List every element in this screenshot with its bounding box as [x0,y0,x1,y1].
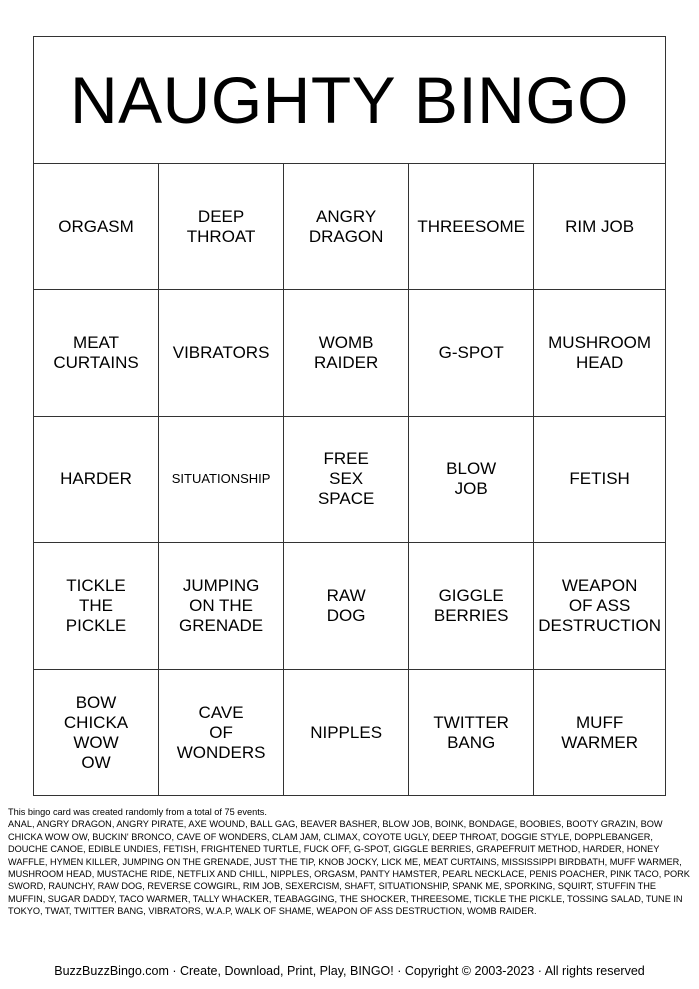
bingo-cell: FETISH [534,417,665,543]
bingo-cell: JUMPING ON THE GRENADE [159,543,284,669]
bingo-cell: G-SPOT [409,290,534,416]
bingo-cell: MUSHROOM HEAD [534,290,665,416]
bingo-cell: BOW CHICKA WOW OW [34,670,159,796]
bingo-cell: TWITTER BANG [409,670,534,796]
event-list-description [8,806,692,918]
bingo-cell: NIPPLES [284,670,409,796]
description-intro: This bingo card was created randomly from a total of 75 events. [8,807,267,817]
bingo-cell: MUFF WARMER [561,712,639,752]
bingo-cell: RAW DOG [284,543,409,669]
bingo-cell: MEAT CURTAINS [34,290,159,416]
bingo-grid [34,164,665,796]
bingo-cell: DEEP THROAT [159,164,284,290]
bingo-cell: ORGASM [34,164,159,290]
bingo-cell: CAVE OF WONDERS [159,670,284,796]
footer-copyright: BuzzBuzzBingo.com · Create, Download, Print, Play, BINGO! · Copyright © 2003-2023 · All rights reserved [54,964,645,978]
bingo-cell: BLOW JOB [409,417,534,543]
bingo-cell: RIM JOB [534,164,665,290]
card-title: NAUGHTY BINGO [34,37,665,164]
free-space-cell: FREE SEX SPACE [284,417,409,543]
bingo-cell: TICKLE THE PICKLE [34,543,159,669]
bingo-card [33,36,666,796]
bingo-cell: SITUATIONSHIP [159,417,284,543]
bingo-cell: ANGRY DRAGON [284,164,409,290]
bingo-cell: HARDER [34,417,159,543]
bingo-cell: GIGGLE BERRIES [409,543,534,669]
bingo-cell: WOMB RAIDER [284,290,409,416]
event-list: ANAL, ANGRY DRAGON, ANGRY PIRATE, AXE WOUND, BALL GAG, BEAVER BASHER, BLOW JOB, BOINK, BONDAGE, BOOBIES, BOOTY GRAZIN, BOW CHICKA WOW OW, BUCKIN' BRONCO, CAVE OF WONDERS, CLAM JAM, CLIMAX, COYOTE UGLY, DEEP THROAT, DOGGIE STYLE, DOPPLEBANGER, DOUCHE CANOE, EDIBLE UNDIES, FETISH, FRIGHTENED TURTLE, FUCK OFF, G-SPOT, GIGGLE BERRIES, GRAPEFRUIT METHOD, HARDER, HONEY WAFFLE, HYMEN KILLER, JUMPING ON THE GRENADE, JUST THE TIP, KNOB JOCKY, LICK ME, MEAT CURTAINS, MISSISSIPPI BIRDBATH, MUFF WARMER, MUSHROOM HEAD, MUSTACHE RIDE, NETFLIX AND CHILL, NIPPLES, ORGASM, PANTY HAMSTER, PEARL NECKLACE, PENIS POACHER, PINK TACO, PORK SWORD, RAUNCHY, RAW DOG, REVERSE COWGIRL, RIM JOB, SEXERCISM, SHAFT, SITUATIONSHIP, SPANK ME, SPORKING, SQUIRT, STUFFIN THE MUFFIN, SUGAR DADDY, TACO WARMER, TALLY WHACKER, TEABAGGING, THE SHOCKER, THREESOME, TICKLE THE PICKLE, TOSSING SALAD, TUNE IN TOKYO, TWAT, TWITTER BANG, VIBRATORS, W.A.P, WALK OF SHAME, WEAPON OF ASS DESTRUCTION, WOMB RAIDER. [8,819,690,917]
bingo-cell: VIBRATORS [159,290,284,416]
bingo-cell: THREESOME [409,164,534,290]
bingo-cell: WEAPON OF ASS DESTRUCTION [534,543,665,669]
